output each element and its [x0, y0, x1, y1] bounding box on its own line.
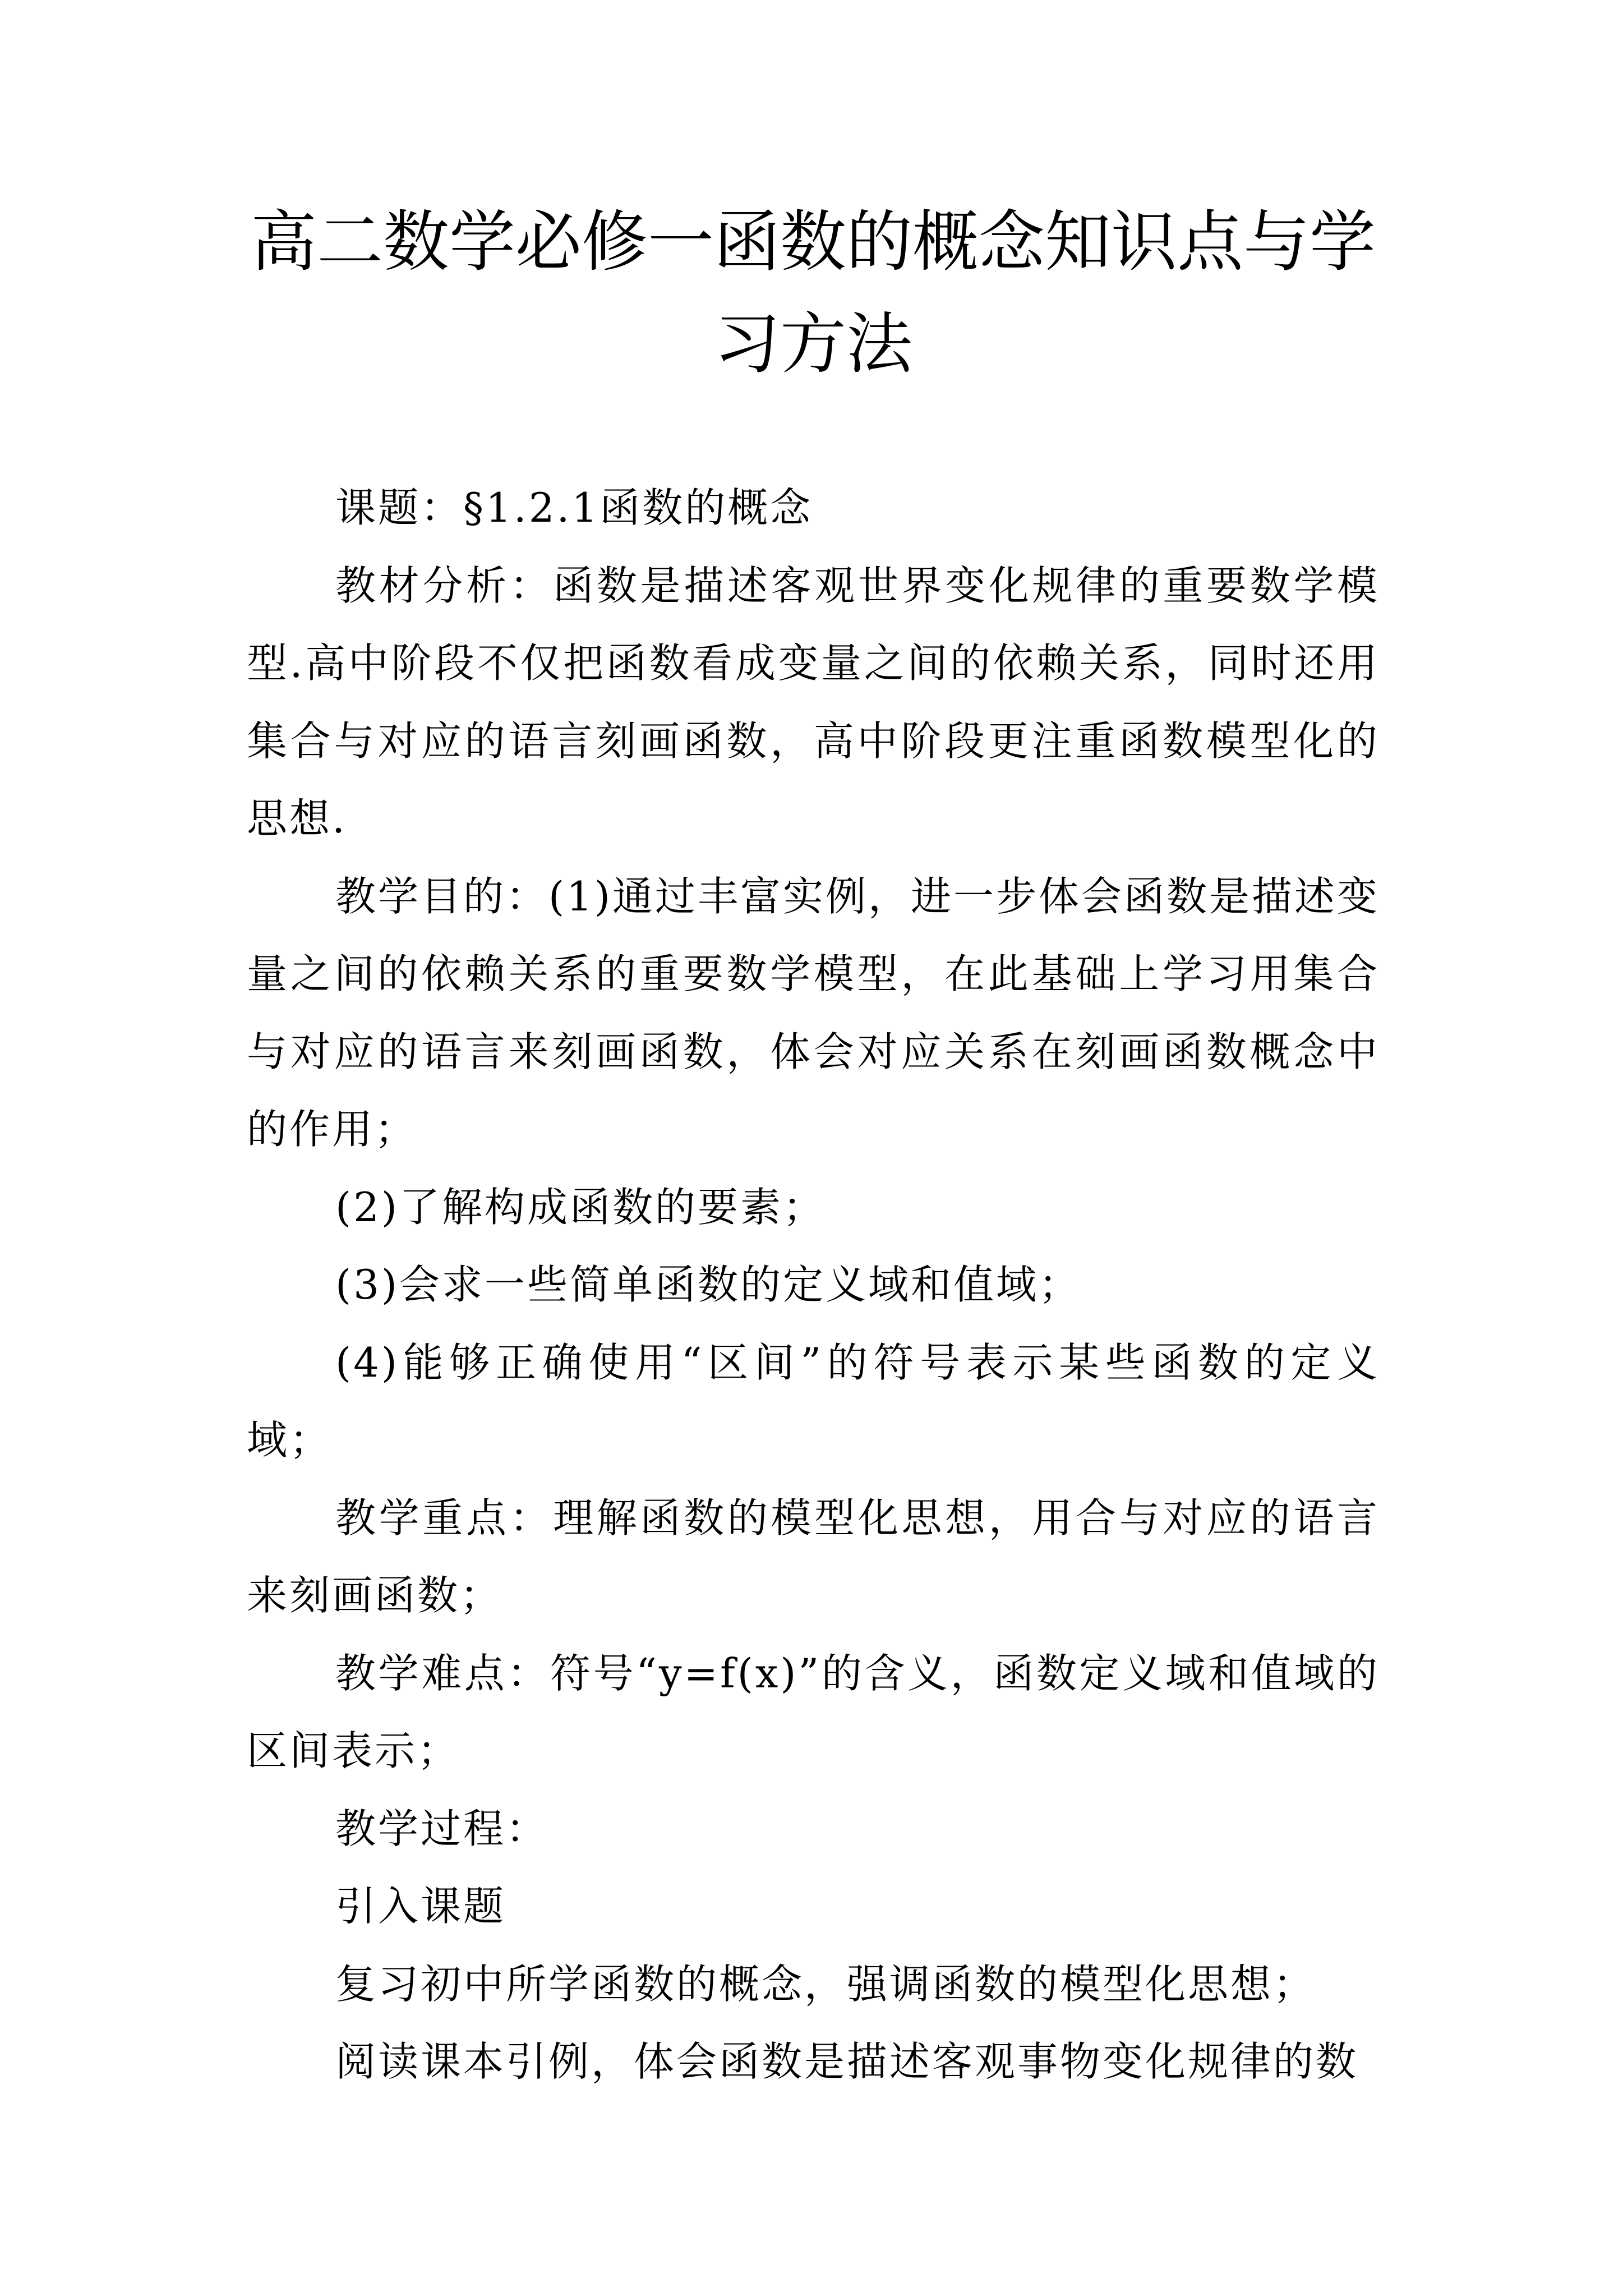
paragraph-read-examples: 阅读课本引例，体会函数是描述客观事物变化规律的数 — [335, 2038, 1359, 2085]
paragraph-review: 复习初中所学函数的概念，强调函数的模型化思想； — [335, 1960, 1316, 2008]
paragraph-teaching-key-point: 教学重点：理解函数的模型化思想，用合与对应的语言来刻画函数； — [247, 1494, 1380, 1619]
paragraph-teaching-goal-3: (3)会求一些简单函数的定义域和值域； — [335, 1261, 1081, 1308]
paragraph-textbook-analysis: 教材分析：函数是描述客观世界变化规律的重要数学模型.高中阶段不仅把函数看成变量之间的依赖关系，同时还用集合与对应的语言刻画函数，高中阶段更注重函数模型化的思想. — [247, 562, 1380, 842]
document-title: 高二数学必修一函数的概念知识点与学习方法 — [250, 203, 1376, 383]
paragraph-teaching-goal-4: (4)能够正确使用“区间”的符号表示某些函数的定义域； — [247, 1338, 1380, 1464]
paragraph-teaching-goal-2: (2)了解构成函数的要素； — [335, 1183, 826, 1231]
paragraph-teaching-process: 教学过程： — [335, 1805, 549, 1852]
paragraph-teaching-goal-1: 教学目的：(1)通过丰富实例，进一步体会函数是描述变量之间的依赖关系的重要数学模型，在此基础上学习用集合与对应的语言来刻画函数，体会对应关系在刻画函数概念中的作用； — [247, 872, 1380, 1153]
document-body — [247, 469, 1380, 2101]
paragraph-lesson-topic: 课题：§1.2.1函数的概念 — [335, 484, 813, 531]
paragraph-introduce-topic: 引入课题 — [335, 1883, 506, 1930]
paragraph-teaching-difficulty: 教学难点：符号“y=f(x)”的含义，函数定义域和值域的区间表示； — [247, 1649, 1380, 1774]
